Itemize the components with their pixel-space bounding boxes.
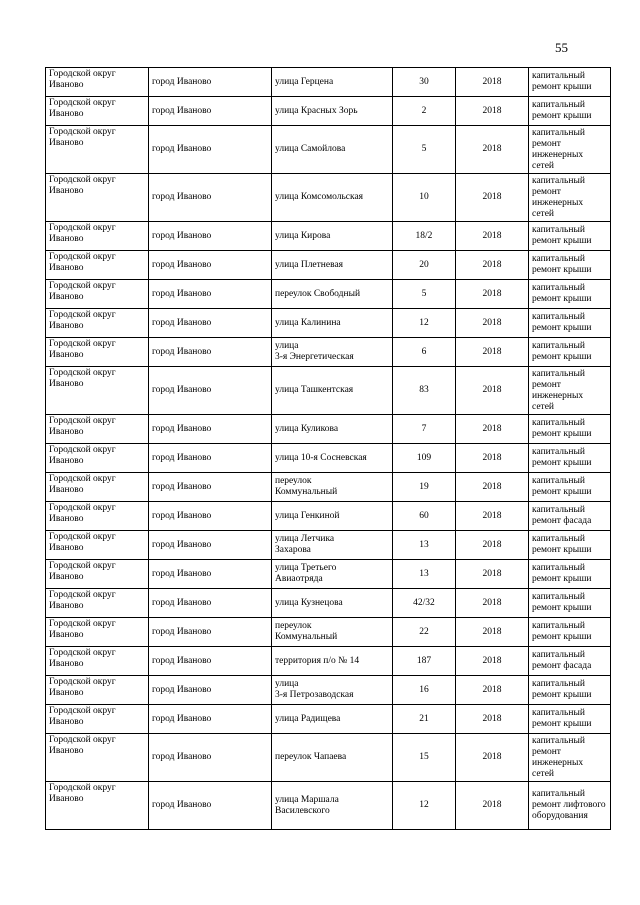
cell-year: 2018 xyxy=(456,280,529,309)
table-row xyxy=(46,618,611,647)
cell-city: город Иваново xyxy=(149,126,272,174)
cell-city: город Иваново xyxy=(149,531,272,560)
cell-house: 2 xyxy=(393,97,456,126)
cell-municipality: Городской округ Иваново xyxy=(46,734,149,782)
cell-municipality: Городской округ Иваново xyxy=(46,251,149,280)
cell-work-type: капитальный ремонт крыши xyxy=(529,68,611,97)
cell-city: город Иваново xyxy=(149,222,272,251)
cell-work-type: капитальный ремонт крыши xyxy=(529,589,611,618)
cell-work-type: капитальный ремонт крыши xyxy=(529,251,611,280)
cell-year: 2018 xyxy=(456,589,529,618)
cell-year: 2018 xyxy=(456,251,529,280)
cell-work-type: капитальный ремонт крыши xyxy=(529,444,611,473)
cell-house: 30 xyxy=(393,68,456,97)
cell-work-type: капитальный ремонт крыши xyxy=(529,705,611,734)
cell-house: 5 xyxy=(393,126,456,174)
cell-house: 7 xyxy=(393,415,456,444)
cell-work-type: капитальный ремонт инженерных сетей xyxy=(529,126,611,174)
cell-year: 2018 xyxy=(456,560,529,589)
cell-street: улица 10-я Сосневская xyxy=(272,444,393,473)
table-row xyxy=(46,782,611,830)
cell-municipality: Городской округ Иваново xyxy=(46,531,149,560)
table-row xyxy=(46,473,611,502)
cell-work-type: капитальный ремонт фасада xyxy=(529,647,611,676)
cell-street: улица Генкиной xyxy=(272,502,393,531)
table-row xyxy=(46,174,611,222)
cell-city: город Иваново xyxy=(149,647,272,676)
table-row xyxy=(46,705,611,734)
cell-work-type: капитальный ремонт крыши xyxy=(529,222,611,251)
cell-street: улица Летчика Захарова xyxy=(272,531,393,560)
cell-street: улица Комсомольская xyxy=(272,174,393,222)
table-row xyxy=(46,647,611,676)
cell-house: 10 xyxy=(393,174,456,222)
cell-city: город Иваново xyxy=(149,560,272,589)
table-row xyxy=(46,560,611,589)
table-row xyxy=(46,367,611,415)
cell-street: территория п/о № 14 xyxy=(272,647,393,676)
cell-work-type: капитальный ремонт лифтового оборудования xyxy=(529,782,611,830)
table-row xyxy=(46,68,611,97)
cell-city: город Иваново xyxy=(149,676,272,705)
cell-city: город Иваново xyxy=(149,367,272,415)
cell-year: 2018 xyxy=(456,618,529,647)
cell-house: 13 xyxy=(393,560,456,589)
cell-year: 2018 xyxy=(456,126,529,174)
cell-year: 2018 xyxy=(456,502,529,531)
cell-municipality: Городской округ Иваново xyxy=(46,705,149,734)
cell-street: улица Самойлова xyxy=(272,126,393,174)
cell-work-type: капитальный ремонт крыши xyxy=(529,338,611,367)
cell-year: 2018 xyxy=(456,647,529,676)
cell-city: город Иваново xyxy=(149,97,272,126)
cell-year: 2018 xyxy=(456,676,529,705)
cell-work-type: капитальный ремонт фасада xyxy=(529,502,611,531)
cell-city: город Иваново xyxy=(149,174,272,222)
cell-street: улица Калинина xyxy=(272,309,393,338)
cell-municipality: Городской округ Иваново xyxy=(46,222,149,251)
cell-municipality: Городской округ Иваново xyxy=(46,676,149,705)
cell-street: улица 3-я Петрозаводская xyxy=(272,676,393,705)
cell-year: 2018 xyxy=(456,473,529,502)
cell-city: город Иваново xyxy=(149,473,272,502)
cell-work-type: капитальный ремонт крыши xyxy=(529,309,611,338)
cell-municipality: Городской округ Иваново xyxy=(46,174,149,222)
cell-city: город Иваново xyxy=(149,280,272,309)
cell-street: улица Герцена xyxy=(272,68,393,97)
cell-city: город Иваново xyxy=(149,782,272,830)
cell-house: 5 xyxy=(393,280,456,309)
table-row xyxy=(46,280,611,309)
cell-municipality: Городской округ Иваново xyxy=(46,415,149,444)
cell-municipality: Городской округ Иваново xyxy=(46,560,149,589)
cell-municipality: Городской округ Иваново xyxy=(46,647,149,676)
cell-house: 12 xyxy=(393,309,456,338)
cell-street: улица Кирова xyxy=(272,222,393,251)
cell-work-type: капитальный ремонт инженерных сетей xyxy=(529,174,611,222)
cell-city: город Иваново xyxy=(149,251,272,280)
cell-municipality: Городской округ Иваново xyxy=(46,444,149,473)
cell-work-type: капитальный ремонт крыши xyxy=(529,97,611,126)
cell-house: 20 xyxy=(393,251,456,280)
cell-work-type: капитальный ремонт крыши xyxy=(529,531,611,560)
cell-municipality: Городской округ Иваново xyxy=(46,589,149,618)
cell-street: переулок Коммунальный xyxy=(272,618,393,647)
cell-house: 6 xyxy=(393,338,456,367)
table-row xyxy=(46,676,611,705)
cell-work-type: капитальный ремонт крыши xyxy=(529,560,611,589)
cell-city: город Иваново xyxy=(149,618,272,647)
cell-work-type: капитальный ремонт крыши xyxy=(529,415,611,444)
cell-year: 2018 xyxy=(456,705,529,734)
cell-year: 2018 xyxy=(456,68,529,97)
cell-municipality: Городской округ Иваново xyxy=(46,502,149,531)
cell-house: 83 xyxy=(393,367,456,415)
cell-work-type: капитальный ремонт инженерных сетей xyxy=(529,734,611,782)
cell-work-type: капитальный ремонт инженерных сетей xyxy=(529,367,611,415)
cell-street: улица Куликова xyxy=(272,415,393,444)
table-row xyxy=(46,126,611,174)
cell-municipality: Городской округ Иваново xyxy=(46,97,149,126)
cell-year: 2018 xyxy=(456,444,529,473)
cell-house: 42/32 xyxy=(393,589,456,618)
table-row xyxy=(46,338,611,367)
cell-house: 21 xyxy=(393,705,456,734)
cell-year: 2018 xyxy=(456,782,529,830)
cell-street: переулок Свободный xyxy=(272,280,393,309)
cell-year: 2018 xyxy=(456,531,529,560)
table-row xyxy=(46,734,611,782)
cell-city: город Иваново xyxy=(149,502,272,531)
table-row xyxy=(46,444,611,473)
cell-municipality: Городской округ Иваново xyxy=(46,309,149,338)
cell-year: 2018 xyxy=(456,734,529,782)
cell-city: город Иваново xyxy=(149,309,272,338)
cell-house: 12 xyxy=(393,782,456,830)
cell-year: 2018 xyxy=(456,415,529,444)
cell-year: 2018 xyxy=(456,338,529,367)
cell-street: переулок Чапаева xyxy=(272,734,393,782)
cell-work-type: капитальный ремонт крыши xyxy=(529,473,611,502)
cell-year: 2018 xyxy=(456,309,529,338)
cell-street: улица Ташкентская xyxy=(272,367,393,415)
repair-schedule-table xyxy=(45,67,611,830)
cell-year: 2018 xyxy=(456,367,529,415)
table-row xyxy=(46,309,611,338)
cell-street: улица Радищева xyxy=(272,705,393,734)
cell-work-type: капитальный ремонт крыши xyxy=(529,676,611,705)
cell-municipality: Городской округ Иваново xyxy=(46,68,149,97)
cell-municipality: Городской округ Иваново xyxy=(46,782,149,830)
cell-municipality: Городской округ Иваново xyxy=(46,618,149,647)
cell-year: 2018 xyxy=(456,222,529,251)
cell-city: город Иваново xyxy=(149,68,272,97)
table-row xyxy=(46,415,611,444)
cell-house: 15 xyxy=(393,734,456,782)
cell-municipality: Городской округ Иваново xyxy=(46,367,149,415)
cell-municipality: Городской округ Иваново xyxy=(46,280,149,309)
cell-street: улица 3-я Энергетическая xyxy=(272,338,393,367)
cell-house: 22 xyxy=(393,618,456,647)
cell-city: город Иваново xyxy=(149,444,272,473)
cell-city: город Иваново xyxy=(149,415,272,444)
cell-street: улица Красных Зорь xyxy=(272,97,393,126)
cell-house: 16 xyxy=(393,676,456,705)
table-row xyxy=(46,251,611,280)
cell-municipality: Городской округ Иваново xyxy=(46,473,149,502)
cell-municipality: Городской округ Иваново xyxy=(46,338,149,367)
table-row xyxy=(46,97,611,126)
cell-house: 187 xyxy=(393,647,456,676)
cell-house: 60 xyxy=(393,502,456,531)
cell-municipality: Городской округ Иваново xyxy=(46,126,149,174)
cell-street: улица Третьего Авиаотряда xyxy=(272,560,393,589)
table-row xyxy=(46,222,611,251)
cell-work-type: капитальный ремонт крыши xyxy=(529,618,611,647)
cell-house: 19 xyxy=(393,473,456,502)
cell-house: 18/2 xyxy=(393,222,456,251)
cell-house: 109 xyxy=(393,444,456,473)
table-row xyxy=(46,589,611,618)
cell-street: улица Кузнецова xyxy=(272,589,393,618)
cell-city: город Иваново xyxy=(149,338,272,367)
cell-house: 13 xyxy=(393,531,456,560)
cell-street: переулок Коммунальный xyxy=(272,473,393,502)
table-row xyxy=(46,531,611,560)
table-row xyxy=(46,502,611,531)
cell-city: город Иваново xyxy=(149,734,272,782)
cell-street: улица Маршала Василевского xyxy=(272,782,393,830)
page-number: 55 xyxy=(555,40,568,55)
cell-work-type: капитальный ремонт крыши xyxy=(529,280,611,309)
cell-year: 2018 xyxy=(456,97,529,126)
cell-year: 2018 xyxy=(456,174,529,222)
cell-city: город Иваново xyxy=(149,705,272,734)
cell-street: улица Плетневая xyxy=(272,251,393,280)
cell-city: город Иваново xyxy=(149,589,272,618)
